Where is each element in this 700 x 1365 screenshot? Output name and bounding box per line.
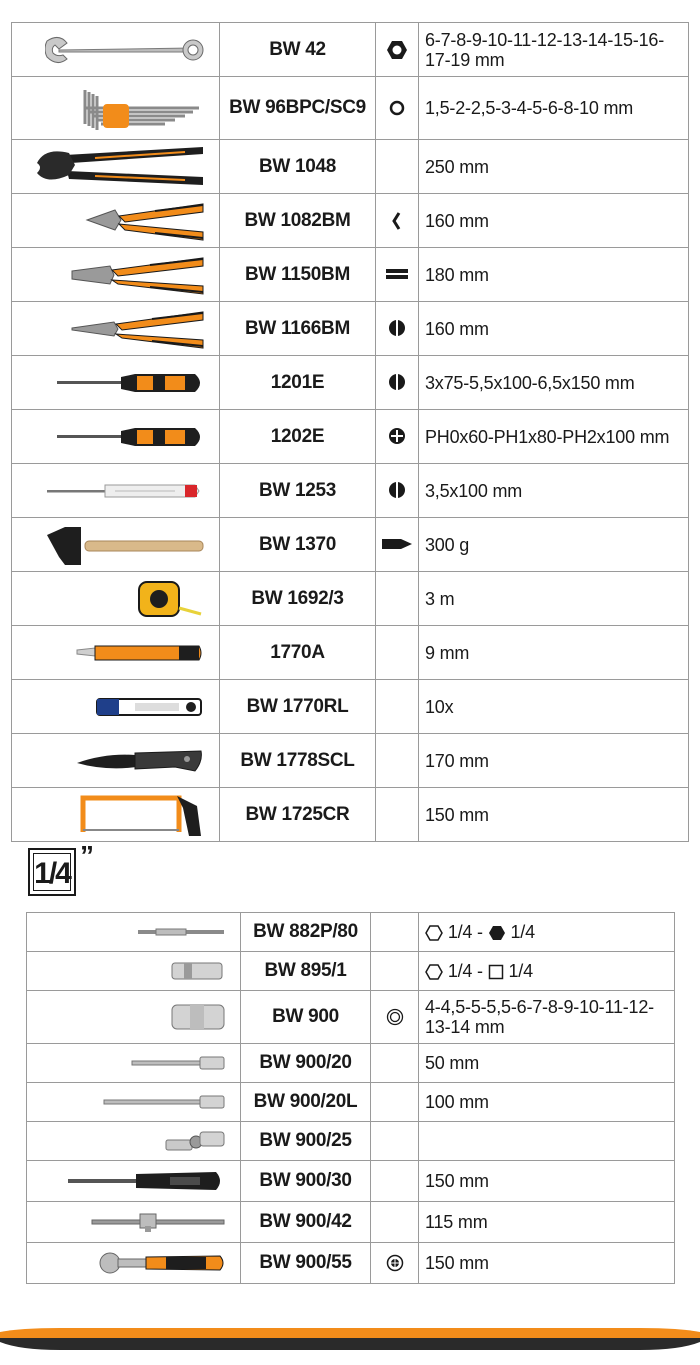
product-code: BW 1778SCL <box>220 734 376 788</box>
tool-image-cell <box>12 77 220 140</box>
size-description: 100 mm <box>419 1083 675 1122</box>
symbol-cell <box>376 788 419 842</box>
double-hex-icon <box>386 1008 404 1026</box>
tool-image-cell <box>12 518 220 572</box>
size-description: 50 mm <box>419 1044 675 1083</box>
symbol-cell <box>371 913 419 952</box>
sliding-t-handle-icon <box>90 1210 226 1234</box>
product-code: BW 96BPC/SC9 <box>220 77 376 140</box>
hammer-icon <box>45 521 205 569</box>
table-row <box>12 788 689 842</box>
symbol-cell <box>376 518 419 572</box>
diagonal-cutter-icon <box>85 200 205 242</box>
table-row <box>27 991 675 1044</box>
product-code: BW 1082BM <box>220 194 376 248</box>
size-text: 1/4 - <box>447 922 483 942</box>
table-row <box>12 410 689 464</box>
tool-image-cell <box>27 952 241 991</box>
tools-table-quarter-inch <box>26 912 675 1284</box>
product-code: BW 1150BM <box>220 248 376 302</box>
symbol-cell <box>376 23 419 77</box>
tool-image-cell <box>12 734 220 788</box>
tools-table-main <box>11 22 689 842</box>
tool-image-cell <box>12 302 220 356</box>
tool-image-cell <box>12 572 220 626</box>
symbol-cell <box>376 194 419 248</box>
table-row <box>12 140 689 194</box>
tool-image-cell <box>27 991 241 1044</box>
drive-size-badge <box>28 848 76 896</box>
table-row <box>12 626 689 680</box>
symbol-cell <box>376 302 419 356</box>
product-code: 1201E <box>220 356 376 410</box>
table-row <box>12 734 689 788</box>
tool-image-cell <box>27 913 241 952</box>
size-description: 150 mm <box>419 1161 675 1202</box>
product-code: BW 900/20 <box>241 1044 371 1083</box>
size-description: 1,5-2-2,5-3-4-5-6-8-10 mm <box>419 77 689 140</box>
symbol-cell <box>371 1044 419 1083</box>
size-description <box>419 952 675 991</box>
size-text: 1/4 <box>510 922 535 942</box>
table-row <box>27 1122 675 1161</box>
product-code: BW 900 <box>241 991 371 1044</box>
tape-measure-icon <box>135 578 205 620</box>
product-code: BW 1692/3 <box>220 572 376 626</box>
size-description: 3,5x100 mm <box>419 464 689 518</box>
size-description <box>419 913 675 952</box>
symbol-cell <box>376 680 419 734</box>
product-code: BW 1725CR <box>220 788 376 842</box>
slotted-tip-icon <box>388 319 406 337</box>
table-row <box>12 464 689 518</box>
table-row <box>12 518 689 572</box>
symbol-cell <box>376 77 419 140</box>
tool-image-cell <box>27 1243 241 1284</box>
hammer-head-icon <box>381 536 413 552</box>
symbol-cell <box>371 1202 419 1243</box>
size-description: 10x <box>419 680 689 734</box>
cutter-knife-icon <box>75 640 205 666</box>
product-code: BW 42 <box>220 23 376 77</box>
size-text: 1/4 <box>508 961 533 981</box>
symbol-cell <box>376 140 419 194</box>
size-description: 3 m <box>419 572 689 626</box>
table-row <box>27 1044 675 1083</box>
table-row <box>12 356 689 410</box>
tool-image-cell <box>12 23 220 77</box>
tool-image-cell <box>12 194 220 248</box>
size-description: 150 mm <box>419 788 689 842</box>
product-code: BW 895/1 <box>241 952 371 991</box>
bit-holder-icon <box>136 926 226 938</box>
size-text: 1/4 - <box>447 961 483 981</box>
voltage-tester-icon <box>45 479 205 503</box>
symbol-cell <box>376 410 419 464</box>
footer-stripe <box>0 1318 700 1365</box>
symbol-cell <box>376 464 419 518</box>
size-description: 300 g <box>419 518 689 572</box>
tool-image-cell <box>27 1083 241 1122</box>
product-code: BW 900/25 <box>241 1122 371 1161</box>
tool-image-cell <box>27 1202 241 1243</box>
product-code: BW 1253 <box>220 464 376 518</box>
tool-image-cell <box>12 464 220 518</box>
symbol-cell <box>371 1161 419 1202</box>
hex-key-set-icon <box>75 84 205 132</box>
symbol-cell <box>376 248 419 302</box>
size-description: 160 mm <box>419 302 689 356</box>
size-description: 180 mm <box>419 248 689 302</box>
symbol-cell <box>376 572 419 626</box>
symbol-cell <box>371 952 419 991</box>
size-description: 160 mm <box>419 194 689 248</box>
blade-pack-icon <box>95 696 205 718</box>
table-row <box>27 952 675 991</box>
long-nose-pliers-icon <box>70 308 205 350</box>
inch-mark: ” <box>80 840 94 871</box>
product-code: BW 900/55 <box>241 1243 371 1284</box>
table-row <box>27 1202 675 1243</box>
size-description: 170 mm <box>419 734 689 788</box>
size-description: 150 mm <box>419 1243 675 1284</box>
symbol-cell <box>376 734 419 788</box>
product-code: BW 1770RL <box>220 680 376 734</box>
size-description <box>419 1122 675 1161</box>
product-code: BW 1166BM <box>220 302 376 356</box>
size-description: 4-4,5-5-5,5-6-7-8-9-10-11-12-13-14 mm <box>419 991 675 1044</box>
product-code: BW 882P/80 <box>241 913 371 952</box>
product-code: BW 1048 <box>220 140 376 194</box>
extension-bar-icon <box>130 1055 226 1071</box>
table-row <box>12 23 689 77</box>
universal-joint-icon <box>164 1128 226 1154</box>
tool-image-cell <box>12 248 220 302</box>
symbol-cell <box>376 626 419 680</box>
table-row <box>12 77 689 140</box>
symbol-cell <box>371 991 419 1044</box>
hex-outline-icon <box>425 964 443 980</box>
tool-image-cell <box>12 356 220 410</box>
size-description: PH0x60-PH1x80-PH2x100 mm <box>419 410 689 464</box>
cutting-edge-icon <box>391 211 403 231</box>
table-row <box>27 1083 675 1122</box>
phillips-tip-icon <box>388 427 406 445</box>
symbol-cell <box>371 1083 419 1122</box>
spinner-handle-icon <box>66 1168 226 1194</box>
symbol-cell <box>371 1243 419 1284</box>
symbol-cell <box>371 1122 419 1161</box>
table-row <box>12 248 689 302</box>
tool-image-cell <box>12 140 220 194</box>
hex-outline-icon <box>425 925 443 941</box>
table-row <box>12 572 689 626</box>
table-row <box>12 194 689 248</box>
tool-image-cell <box>12 410 220 464</box>
size-description: 250 mm <box>419 140 689 194</box>
combination-wrench-icon <box>45 35 205 65</box>
tool-image-cell <box>12 680 220 734</box>
hex-filled-icon <box>488 925 506 941</box>
socket-icon <box>170 1001 226 1033</box>
tool-image-cell <box>27 1161 241 1202</box>
product-code: 1202E <box>220 410 376 464</box>
size-description: 9 mm <box>419 626 689 680</box>
phillips-screwdriver-icon <box>55 422 205 452</box>
gear-icon <box>386 1254 404 1272</box>
water-pump-pliers-icon <box>35 145 205 189</box>
table-row <box>27 1243 675 1284</box>
long-extension-bar-icon <box>102 1094 226 1110</box>
drive-size-label: 1/4 <box>33 853 71 891</box>
table-row <box>27 913 675 952</box>
symbol-cell <box>376 356 419 410</box>
table-row <box>27 1161 675 1202</box>
hacksaw-icon <box>79 792 205 838</box>
square-outline-icon <box>488 964 504 980</box>
tool-image-cell <box>12 788 220 842</box>
size-description: 115 mm <box>419 1202 675 1243</box>
flat-jaw-icon <box>386 267 408 281</box>
table-row <box>12 680 689 734</box>
table-row <box>12 302 689 356</box>
product-code: BW 1370 <box>220 518 376 572</box>
product-code: BW 900/30 <box>241 1161 371 1202</box>
tool-image-cell <box>12 626 220 680</box>
product-code: BW 900/42 <box>241 1202 371 1243</box>
adapter-icon <box>170 960 226 982</box>
folding-knife-icon <box>75 745 205 777</box>
tool-image-cell <box>27 1122 241 1161</box>
slotted-tip-icon <box>388 481 406 499</box>
size-description: 6-7-8-9-10-11-12-13-14-15-16-17-19 mm <box>419 23 689 77</box>
size-description: 3x75-5,5x100-6,5x150 mm <box>419 356 689 410</box>
hex-nut-icon <box>386 39 408 61</box>
combination-pliers-icon <box>70 254 205 296</box>
slotted-tip-icon <box>388 373 406 391</box>
slotted-screwdriver-icon <box>55 368 205 398</box>
tool-image-cell <box>27 1044 241 1083</box>
product-code: BW 900/20L <box>241 1083 371 1122</box>
product-code: 1770A <box>220 626 376 680</box>
ratchet-icon <box>96 1250 226 1276</box>
circle-icon <box>388 99 406 117</box>
